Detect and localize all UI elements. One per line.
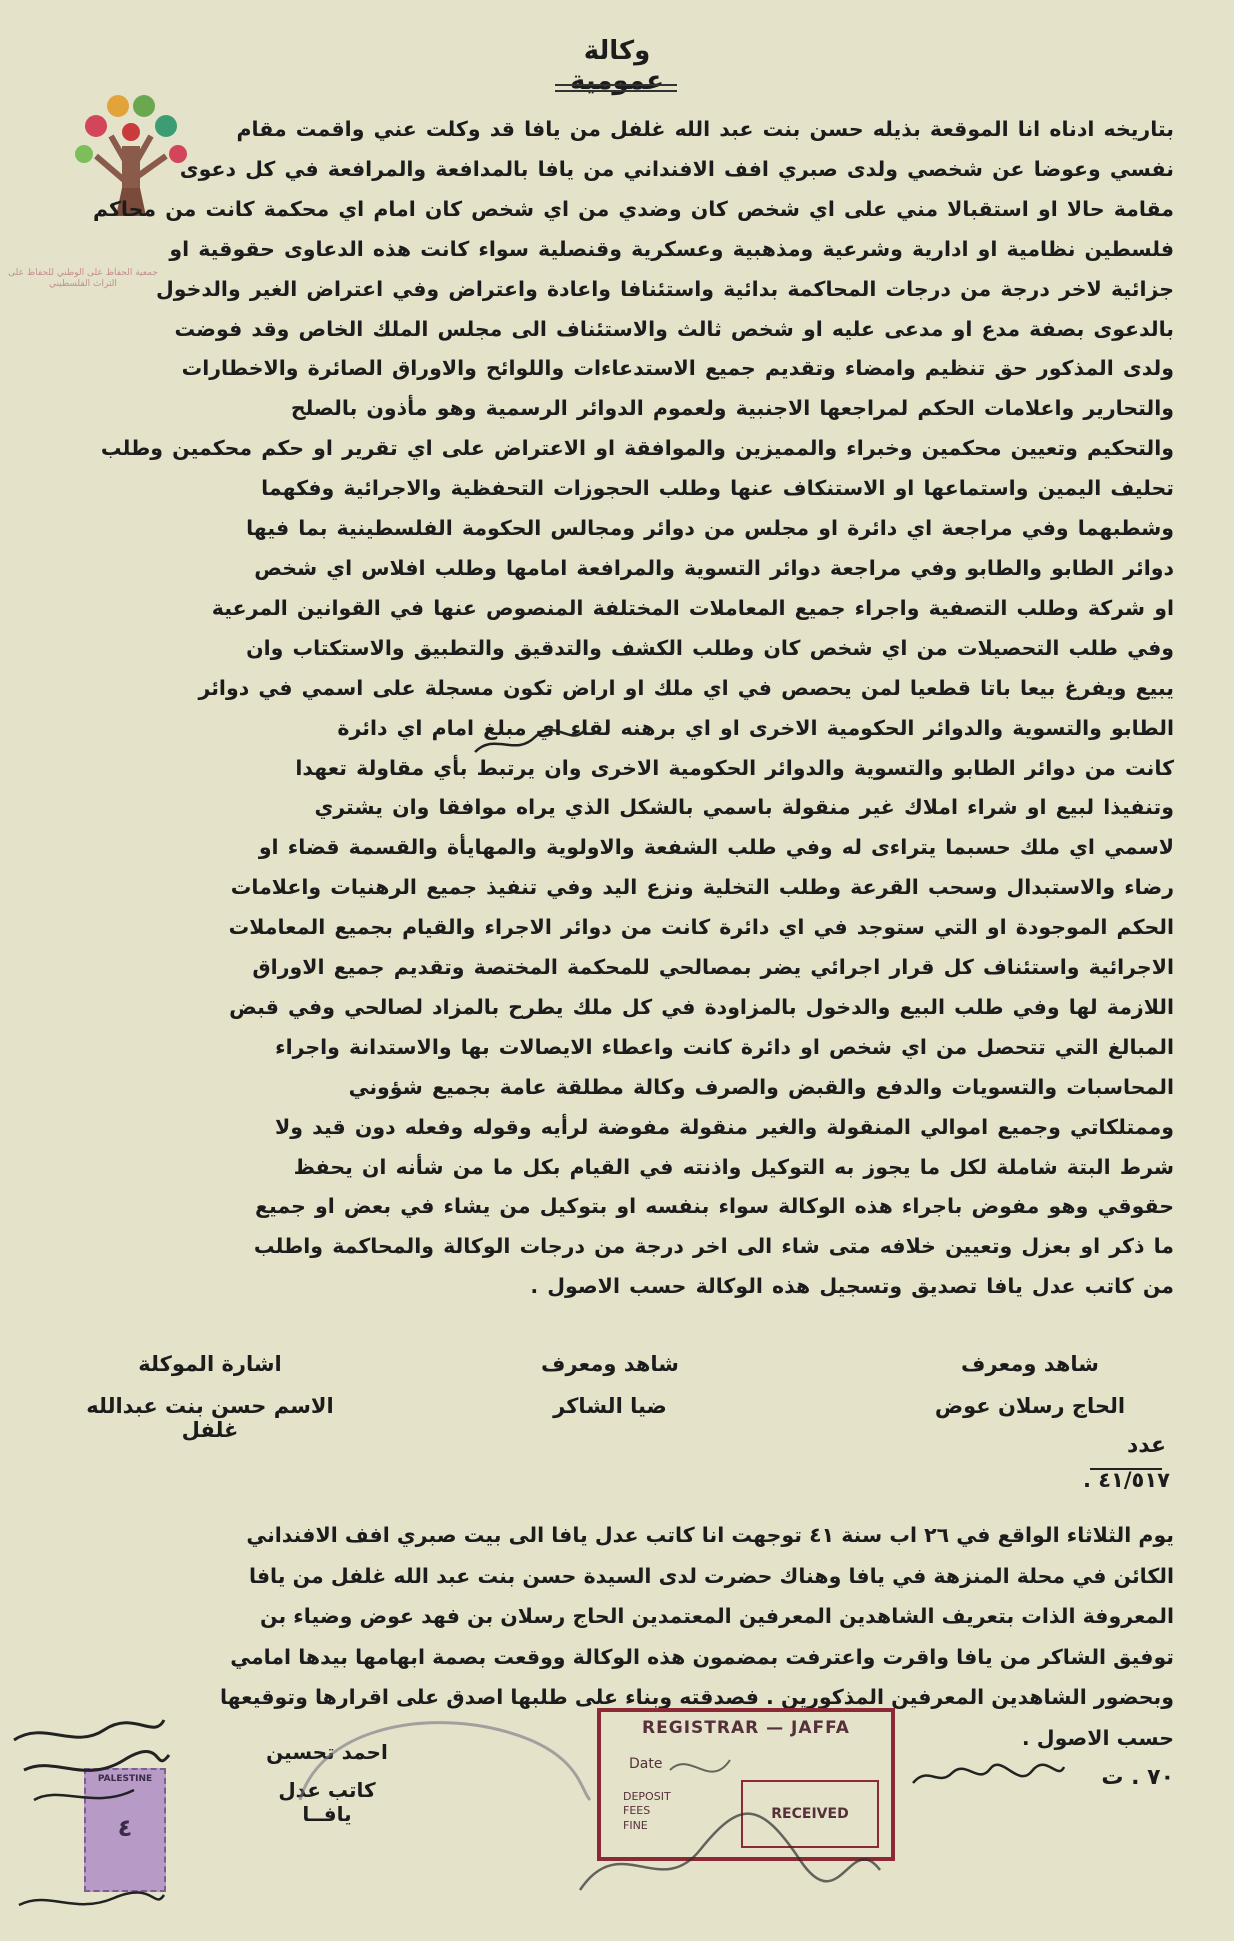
body-line: المحاسبات والتسويات والدفع والقبض والصرف وكالة مطلقة عامة بجميع شؤوني	[348, 1074, 1174, 1099]
notarization-line: وبحضور الشاهدين المعرفين المذكورين . فصدقته وبناء على طلبها اصدق على اقرارها وتوقيعها	[219, 1685, 1174, 1709]
body-line: وتنفيذا لبيع او شراء املاك غير منقولة باسمي بالشكل الذي يراه موافقا وان يشتري	[314, 795, 1174, 820]
body-line: وشطبهما وفي مراجعة اي دائرة او مجلس من دوائر ومجالس الحكومة الفلسطينية بما فيها	[246, 516, 1174, 541]
notarization-line: يوم الثلاثاء الواقع في ٢٦ اب سنة ٤١ توجهت انا كاتب عدل يافا الى بيت صبري افف الافنداني	[246, 1523, 1174, 1547]
body-line: جزائية لاخر درجة من درجات المحاكمة بدائية واستئنافا واعادة واعتراض وفي اعتراض الغير والدخول	[155, 276, 1174, 301]
body-line: من كاتب عدل يافا تصديق وتسجيل هذه الوكالة حسب الاصول .	[530, 1274, 1174, 1299]
stamp-fee-label: FEES	[623, 1804, 651, 1818]
body-line: دوائر الطابو والطابو وفي مراجعة دوائر التسوية والمرافعة امامها وطلب افلاس اي شخص	[254, 555, 1174, 580]
principal-signature-title: اشارة الموكلة	[138, 1352, 282, 1376]
body-line: يبيع ويفرغ بيعا باتا قطعيا لمن يحصص في اي ملك او اراض تكون مسجلة على اسمي في دوائر	[198, 675, 1174, 700]
inline-signature-mark-icon	[470, 722, 590, 762]
body-line: نفسي وعوضا عن شخصي ولدى صبري افف الافنداني من يافا بالمدافعة والمرافعة في كل دعوى	[179, 156, 1174, 181]
witness-1-name: الحاج رسلان عوض	[934, 1394, 1126, 1418]
notarization-line: المعروفة الذات بتعريف الشاهدين المعرفين المعتمدين الحاج رسلان بن فهد عوض وضياء بن	[260, 1604, 1174, 1628]
body-line: فلسطين نظامية او ادارية وشرعية ومذهبية وعسكرية وقنصلية سواء كانت هذه الدعاوى حقوقية او	[169, 236, 1174, 261]
body-line: ما ذكر او بعزل وتعيين خلافه متى شاء الى اخر درجة من درجات الوكالة والمحاكمة واطلب	[253, 1234, 1174, 1259]
body-line: اللازمة لها وفي طلب البيع والدخول بالمزاودة في كل ملك يطرح بالمزاد لصالحي وفي قبض	[229, 994, 1174, 1019]
body-line: المبالغ التي تتحصل من اي شخص او دائرة كانت واعطاء الايصالات بها والاستدانة واجراء	[275, 1034, 1174, 1059]
notary-title: كاتب عدل يافــا	[278, 1778, 376, 1826]
power-of-attorney-body	[62, 110, 1174, 1307]
body-line: والتحارير واعلامات الحكم لمراجعها الاجنبية ولعموم الدوائر الرسمية وهو مأذون بالصلح	[290, 396, 1174, 421]
stamp-fee-label: DEPOSIT	[623, 1790, 671, 1803]
body-line: شرط البتة شاملة لكل ما يجوز به التوكيل واذنته في القيام بكل ما من شأنه ان يحفظ	[293, 1154, 1174, 1179]
body-line: او شركة وطلب التصفية واجراء جميع المعاملات المختلفة المنصوص عنها في القوانين المرعية	[211, 595, 1174, 620]
handwritten-number: ٧٠ . ت	[1101, 1765, 1174, 1790]
notarization-line: الكائن في محلة المنزهة في يافا وهناك حضرت لدى السيدة حسن بنت عبد الله غلفل من يافا	[248, 1563, 1174, 1588]
witness-2-title: شاهد ومعرف	[541, 1352, 679, 1376]
body-line: بتاريخه ادناه انا الموقعة بذيله حسن بنت عبد الله غلفل من يافا قد وكلت عني واقمت مقام	[236, 117, 1174, 141]
logo-caption: جمعية الحفاظ على الوطني للحفاظ على التراث الفلسطيني	[8, 268, 158, 290]
stamp-date-label: Date	[629, 1756, 663, 1772]
official-seal-signature-icon	[4, 1700, 174, 1930]
body-line: الطابو والتسوية والدوائر الحكومية الاخرى او اي برهنه لقاء اي مبلغ امام اي دائرة	[337, 715, 1174, 740]
notarization-line: حسب الاصول .	[1021, 1725, 1174, 1750]
body-line: وممتلكاتي وجميع اموالي المنقولة والغير منقولة مفوضة لرأيه وقوله وفعله دون قيد ولا	[274, 1114, 1174, 1139]
title-underline	[555, 84, 677, 92]
registration-number: ٤١/٥١٧ .	[1082, 1468, 1170, 1492]
stamp-fee-label: FINE	[623, 1818, 648, 1832]
witness-1-title: شاهد ومعرف	[961, 1352, 1099, 1376]
body-line: لاسمي اي ملك حسبما يتراءى له وفي طلب الشفعة والاولوية والمهايأة والقسمة قضاء او	[258, 835, 1174, 860]
notary-name: احمد تحسين	[266, 1740, 388, 1764]
principal-name: الاسم حسن بنت عبدالله غلفل	[86, 1394, 334, 1442]
stamp-title: REGISTRAR — JAFFA	[642, 1718, 850, 1738]
body-line: والتحكيم وتعيين محكمين وخبراء والمميزين والموافقة او الاعتراض على اي تقرير او حكم محكمين وطلب	[100, 436, 1174, 461]
body-line: رضاء والاستبدال وسحب القرعة وطلب التخلية ونزع اليد وفي تنفيذ جميع الرهنيات واعلامات	[230, 875, 1174, 900]
circular-seal-icon	[260, 1700, 600, 1810]
body-line: وفي طلب التحصيلات من اي شخص كان وطلب الكشف والتدقيق والتطبيق والاستكتاب وان	[246, 635, 1174, 660]
registration-label: عدد	[1126, 1433, 1166, 1458]
handwritten-signature-icon	[908, 1755, 1068, 1795]
notarization-line: توفيق الشاكر من يافا واقرت واعترفت بمضمون هذه الوكالة ووقعت بصمة ابهامها بيدها امامي	[230, 1644, 1174, 1669]
witness-2-name: ضيا الشاكر	[553, 1394, 667, 1418]
body-line: تحليف اليمين واستماعها او الاستنكاف عنها وطلب الحجوزات التحفظية والاجرائية وفكهما	[261, 476, 1174, 501]
body-line: ولدى المذكور حق تنظيم وامضاء وتقديم جميع الاستدعاءات واللوائح والاوراق الصائرة والاخطارات	[181, 356, 1174, 381]
body-line: الحكم الموجودة او التي ستوجد في اي دائرة كانت من دوائر الاجراء والقيام بجميع المعاملات	[228, 915, 1174, 940]
body-line: بالدعوى بصفة مدع او مدعى عليه او شخص ثالث والاستئناف الى مجلس الملك الخاص وقد فوضت	[174, 316, 1174, 341]
revenue-stamp-label: PALESTINE	[97, 1774, 153, 1784]
revenue-stamp-value: ٤	[117, 1814, 133, 1842]
body-line: مقامة حالا او استقبالا مني على اي شخص كان وضدي من اي شخص كان امام اي محكمة كانت من محاكم	[92, 196, 1174, 221]
registrar-signature-icon	[550, 1710, 900, 1910]
document-title: وكالة عمومية	[570, 36, 664, 96]
body-line: حقوقي وهو مفوض باجراء هذه الوكالة سواء بنفسه او بتوكيل من يشاء في بعض او جميع	[254, 1194, 1174, 1219]
stamp-received-label: RECEIVED	[771, 1806, 849, 1822]
body-line: الاجرائية واستئناف كل قرار اجرائي يضر بمصالحي للمحكمة المختصة وتقديم جميع الاوراق	[252, 955, 1174, 980]
body-line: كانت من دوائر الطابو والتسوية والدوائر الحكومية الاخرى وان يرتبط بأي مقاولة تعهدا	[295, 755, 1174, 780]
